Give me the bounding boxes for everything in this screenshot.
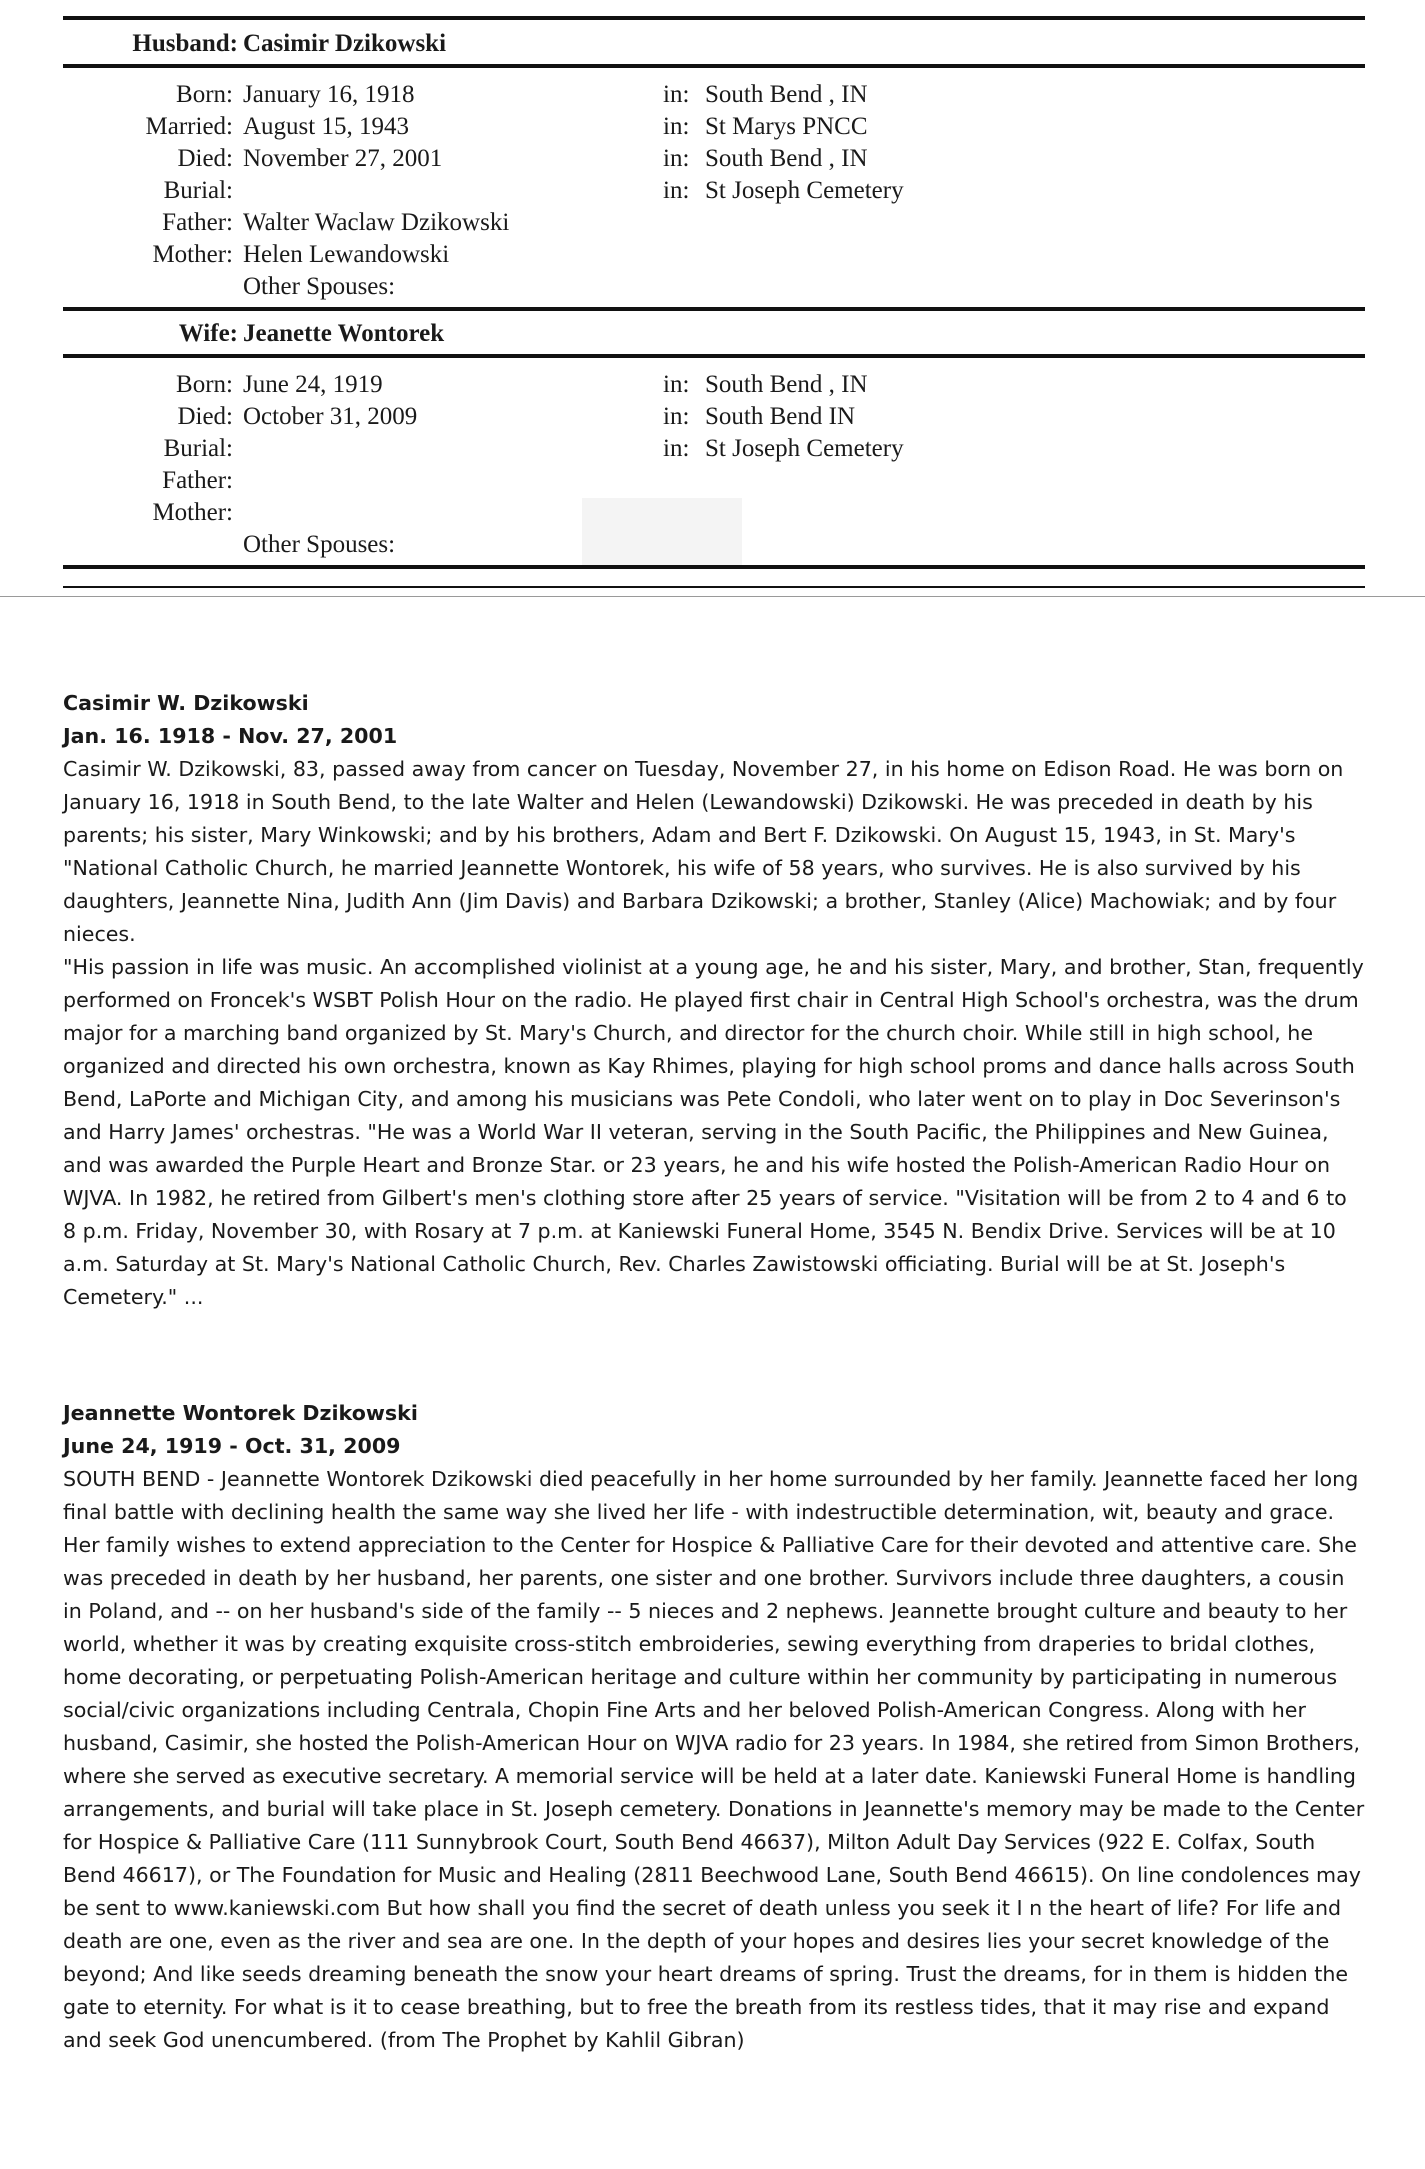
row-in-label: in: — [663, 403, 690, 430]
husband-mother-row — [63, 239, 1365, 271]
row-in-label: in: — [663, 145, 690, 172]
husband-born-row — [63, 79, 1365, 111]
row-label: Died: — [177, 403, 233, 430]
bottom-rule-thin — [63, 586, 1365, 588]
row-value: Other Spouses: — [243, 531, 396, 558]
row-place: St Joseph Cemetery — [705, 177, 904, 204]
obituary-casimir — [63, 687, 1365, 1314]
row-value: Walter Waclaw Dzikowski — [243, 209, 510, 236]
wife-father-row — [63, 465, 1365, 497]
row-place: St Marys PNCC — [705, 113, 868, 140]
row-in-label: in: — [663, 81, 690, 108]
bottom-rule — [63, 565, 1365, 569]
page-edge-line — [0, 596, 1425, 597]
row-value: November 27, 2001 — [243, 145, 443, 172]
row-label: Burial: — [163, 435, 233, 462]
husband-father-row — [63, 207, 1365, 239]
husband-rule — [63, 64, 1365, 68]
row-value: June 24, 1919 — [243, 371, 383, 398]
row-label: Father: — [162, 467, 233, 494]
row-label: Mother: — [152, 241, 233, 268]
obituary-paragraph: SOUTH BEND - Jeannette Wontorek Dzikowski died peacefully in her home surrounded by her family. Jeannette faced her long final battle with declining health the same way she lived her life - with indestructible determination, wit, beauty and grace. Her family wishes to extend appreciation to the Center for Hospice & Palliative Care for their devoted and attentive care. She was preceded in death by her husband, her parents, one sister and one brother. Survivors include three daughters, a cousin in Poland, and -- on her husband's side of the family -- 5 nieces and 2 nephews. Jeannette brought culture and beauty to her world, whether it was by creating exquisite cross-stitch embroideries, sewing everything from draperies to bridal clothes, home decorating, or perpetuating Polish-American heritage and culture within her community by participating in numerous social/civic organizations including Centrala, Chopin Fine Arts and her beloved Polish-American Congress. Along with her husband, Casimir, she hosted the Polish-American Hour on WJVA radio for 23 years. In 1984, she retired from Simon Brothers, where she served as executive secretary. A memorial service will be held at a later date. Kaniewski Funeral Home is handling arrangements, and burial will take place in St. Joseph cemetery. Donations in Jeannette's memory may be made to the Center for Hospice & Palliative Care (111 Sunnybrook Court, South Bend 46637), Milton Adult Day Services (922 E. Colfax, South Bend 46617), or The Foundation for Music and Healing (2811 Beechwood Lane, South Bend 46615). On line condolences may be sent to www.kaniewski.com But how shall you find the secret of death unless you seek it I n the heart of life? For life and death are one, even as the river and sea are one. In the depth of your hopes and desires lies your secret knowledge of the beyond; And like seeds dreaming beneath the snow your heart dreams of spring. Trust the dreams, for in them is hidden the gate to eternity. For what is it to cease breathing, but to free the breath from its restless tides, that it may rise and expand and seek God unencumbered. (from The Prophet by Kahlil Gibran) — [63, 1467, 1365, 2052]
row-label: Married: — [145, 113, 233, 140]
obituary-paragraph: Casimir W. Dzikowski, 83, passed away from cancer on Tuesday, November 27, in his home on Edison Road. He was born on January 16, 1918 in South Bend, to the late Walter and Helen (Lewandowski) Dzikowski. He was preceded in death by his parents; his sister, Mary Winkowski; and by his brothers, Adam and Bert F. Dzikowski. On August 15, 1943, in St. Mary's "National Catholic Church, he married Jeannette Wontorek, his wife of 58 years, who survives. He is also survived by his daughters, Jeannette Nina, Judith Ann (Jim Davis) and Barbara Dzikowski; a brother, Stanley (Alice) Machowiak; and by four nieces. — [63, 757, 1344, 946]
husband-other-spouses-row — [63, 271, 1365, 303]
wife-born-row — [63, 369, 1365, 401]
row-place: South Bend , IN — [705, 371, 868, 398]
husband-name: Casimir Dzikowski — [243, 30, 447, 57]
obituary-dates: June 24, 1919 - Oct. 31, 2009 — [63, 1434, 401, 1458]
husband-died-row — [63, 143, 1365, 175]
row-value: Other Spouses: — [243, 273, 396, 300]
row-label: Father: — [162, 209, 233, 236]
row-in-label: in: — [663, 113, 690, 140]
row-place: South Bend IN — [705, 403, 855, 430]
row-label: Born: — [176, 81, 233, 108]
row-value: August 15, 1943 — [243, 113, 409, 140]
obituary-jeannette — [63, 1397, 1365, 2057]
obituary-dates: Jan. 16. 1918 - Nov. 27, 2001 — [63, 724, 398, 748]
row-in-label: in: — [663, 371, 690, 398]
wife-burial-row — [63, 433, 1365, 465]
row-value: January 16, 1918 — [243, 81, 415, 108]
row-place: South Bend , IN — [705, 145, 868, 172]
wife-top-rule — [63, 307, 1365, 311]
row-label: Mother: — [152, 499, 233, 526]
row-value: Helen Lewandowski — [243, 241, 450, 268]
obituary-paragraph: "His passion in life was music. An accomplished violinist at a young age, he and his sister, Mary, and brother, Stan, frequently performed on Froncek's WSBT Polish Hour on the radio. He played first chair in Central High School's orchestra, was the drum major for a marching band organized by St. Mary's Church, and director for the church choir. While still in high school, he organized and directed his own orchestra, known as Kay Rhimes, playing for high school proms and dance halls across South Bend, LaPorte and Michigan City, and among his musicians was Pete Condoli, who later went on to play in Doc Severinson's and Harry James' orchestras. "He was a World War II veteran, serving in the South Pacific, the Philippines and New Guinea, and was awarded the Purple Heart and Bronze Star. or 23 years, he and his wife hosted the Polish-American Radio Hour on WJVA. In 1982, he retired from Gilbert's men's clothing store after 25 years of service. "Visitation will be from 2 to 4 and 6 to 8 p.m. Friday, November 30, with Rosary at 7 p.m. at Kaniewski Funeral Home, 3545 N. Bendix Drive. Services will be at 10 a.m. Saturday at St. Mary's National Catholic Church, Rev. Charles Zawistowski officiating. Burial will be at St. Joseph's Cemetery." ... — [63, 955, 1364, 1309]
wife-label: Wife: — [178, 320, 238, 347]
row-label: Born: — [176, 371, 233, 398]
row-in-label: in: — [663, 177, 690, 204]
obituary-name: Jeannette Wontorek Dzikowski — [63, 1401, 418, 1425]
scan-artifact — [582, 498, 742, 566]
wife-died-row — [63, 401, 1365, 433]
row-label: Died: — [177, 145, 233, 172]
row-label: Burial: — [163, 177, 233, 204]
row-place: St Joseph Cemetery — [705, 435, 904, 462]
wife-name: Jeanette Wontorek — [243, 320, 445, 347]
row-value: October 31, 2009 — [243, 403, 418, 430]
husband-burial-row — [63, 175, 1365, 207]
husband-married-row — [63, 111, 1365, 143]
top-rule — [63, 16, 1365, 20]
obituary-name: Casimir W. Dzikowski — [63, 691, 309, 715]
wife-rule — [63, 354, 1365, 358]
row-place: South Bend , IN — [705, 81, 868, 108]
husband-label: Husband: — [132, 30, 238, 57]
row-in-label: in: — [663, 435, 690, 462]
